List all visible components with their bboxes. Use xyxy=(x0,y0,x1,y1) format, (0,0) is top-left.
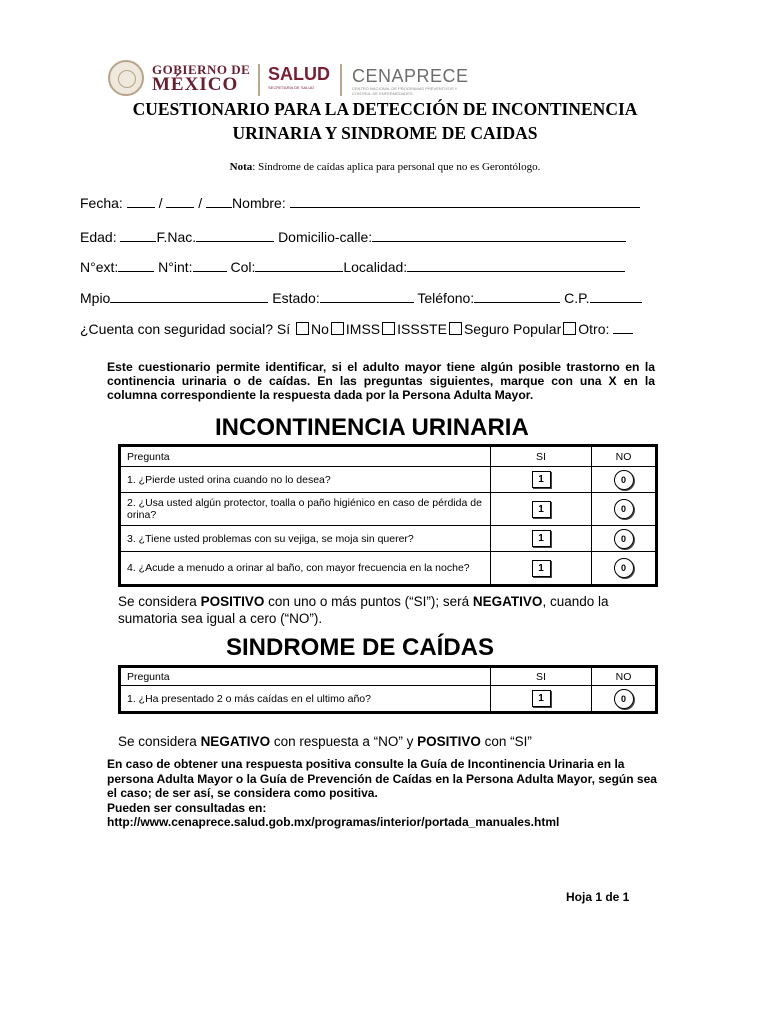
fnac-label: F.Nac. xyxy=(156,229,197,245)
no-score-circle[interactable]: 0 xyxy=(614,499,634,519)
table-header-row xyxy=(120,446,657,467)
mpio-field[interactable] xyxy=(110,289,268,303)
no-score-circle[interactable]: 0 xyxy=(614,558,634,578)
form-row-mpio xyxy=(80,289,642,306)
note-text: : Síndrome de caídas aplica para personal que no es Gerontólogo. xyxy=(252,161,541,173)
seguridad-question: ¿Cuenta con seguridad social? Sí xyxy=(80,321,291,337)
rule-text: con uno o más puntos (“SI”); será xyxy=(264,594,473,609)
caidas-rule xyxy=(118,733,663,750)
si-score-box[interactable]: 1 xyxy=(532,501,551,518)
rule-text: Se considera xyxy=(118,734,201,749)
form-row-fecha: Fecha: / / Nombre: xyxy=(80,194,640,211)
col-pregunta: Pregunta xyxy=(120,667,491,686)
document-title-line2: URINARIA Y SINDROME DE CAIDAS xyxy=(232,123,538,143)
form-row-numero xyxy=(80,258,625,275)
table-row xyxy=(120,467,657,493)
question-text: 4. ¿Acude a menudo a orinar al baño, con mayor frecuencia en la noche? xyxy=(120,552,491,586)
question-text: 1. ¿Ha presentado 2 o más caídas en el ultimo año? xyxy=(120,686,491,713)
no-label: No xyxy=(311,321,329,337)
note-label: Nota xyxy=(229,161,253,173)
incontinencia-rule xyxy=(118,593,663,627)
domicilio-label: Domicilio-calle: xyxy=(278,229,373,245)
rule-text: con “SI” xyxy=(480,734,532,749)
no-cell[interactable] xyxy=(592,467,657,493)
salud-logo: SALUD xyxy=(268,64,330,84)
nombre-field[interactable] xyxy=(290,194,640,208)
fnac-field[interactable] xyxy=(196,228,274,242)
fecha-year-field[interactable] xyxy=(206,194,232,208)
col-pregunta: Pregunta xyxy=(120,446,491,467)
question-text: 2. ¿Usa usted algún protector, toalla o paño higiénico en caso de pérdida de orina? xyxy=(120,493,491,526)
issste-label: ISSSTE xyxy=(397,321,447,337)
rule-positivo: POSITIVO xyxy=(417,734,481,749)
no-cell[interactable] xyxy=(592,686,657,713)
si-checkbox[interactable] xyxy=(296,322,309,335)
table-row xyxy=(120,686,657,713)
rule-text: Se considera xyxy=(118,594,201,609)
si-cell[interactable] xyxy=(491,467,592,493)
cenaprece-subtitle: CENTRO NACIONAL DE PROGRAMAS PREVENTIVOS Y CONTROL DE ENFERMEDADES xyxy=(352,86,458,96)
guide-url-link[interactable]: http://www.cenaprece.salud.gob.mx/programas/interior/portada_manuales.html xyxy=(107,815,560,829)
next-label: N°ext: xyxy=(80,259,119,275)
fecha-month-field[interactable] xyxy=(166,194,194,208)
rule-negativo: NEGATIVO xyxy=(200,734,271,749)
si-cell[interactable] xyxy=(491,552,592,586)
localidad-label: Localidad: xyxy=(343,259,408,275)
col-si: SI xyxy=(491,446,592,467)
si-score-box[interactable]: 1 xyxy=(532,471,551,488)
logo-divider xyxy=(340,64,342,96)
gobierno-line1: GOBIERNO DE xyxy=(152,62,251,77)
imss-checkbox[interactable] xyxy=(382,322,395,335)
gobierno-line2: MÉXICO xyxy=(152,74,239,95)
no-score-circle[interactable]: 0 xyxy=(614,529,634,549)
question-text: 3. ¿Tiene usted problemas con su vejiga, se moja sin querer? xyxy=(120,526,491,552)
seguro-popular-checkbox[interactable] xyxy=(563,322,576,335)
form-row-seguridad xyxy=(80,320,633,337)
col-field[interactable] xyxy=(255,258,343,272)
guide-paragraph xyxy=(107,757,667,830)
no-score-circle[interactable]: 0 xyxy=(614,470,634,490)
telefono-field[interactable] xyxy=(474,289,560,303)
si-score-box[interactable]: 1 xyxy=(532,690,551,707)
nint-label: N°int: xyxy=(158,259,193,275)
salud-subtitle: SECRETARÍA DE SALUD xyxy=(268,85,315,90)
table-row xyxy=(120,493,657,526)
nombre-label: Nombre: xyxy=(232,195,286,211)
guide-consult: Pueden ser consultadas en: xyxy=(107,800,267,815)
estado-label: Estado: xyxy=(272,290,320,306)
otro-label: Otro: xyxy=(578,321,610,337)
issste-checkbox[interactable] xyxy=(449,322,462,335)
si-score-box[interactable]: 1 xyxy=(532,560,551,577)
col-no: NO xyxy=(592,667,657,686)
no-checkbox[interactable] xyxy=(331,322,344,335)
localidad-field[interactable] xyxy=(407,258,625,272)
si-cell[interactable] xyxy=(491,526,592,552)
domicilio-field[interactable] xyxy=(372,228,626,242)
incontinencia-heading: INCONTINENCIA URINARIA xyxy=(215,414,529,441)
no-cell[interactable] xyxy=(592,526,657,552)
col-label: Col: xyxy=(230,259,256,275)
imss-label: IMSS xyxy=(345,321,381,337)
si-cell[interactable] xyxy=(491,493,592,526)
mexico-seal-logo xyxy=(108,60,144,96)
si-cell[interactable] xyxy=(491,686,592,713)
note xyxy=(90,161,680,173)
form-row-edad xyxy=(80,228,626,245)
cp-label: C.P. xyxy=(564,290,590,306)
logo-divider xyxy=(258,64,260,96)
caidas-table xyxy=(118,665,658,714)
caidas-heading: SINDROME DE CAÍDAS xyxy=(226,634,495,661)
telefono-label: Teléfono: xyxy=(417,290,475,306)
mpio-label: Mpio xyxy=(80,290,111,306)
table-header-row xyxy=(120,667,657,686)
fecha-day-field[interactable] xyxy=(127,194,155,208)
rule-text: , cuando la sumatoria sea igual a cero (“NO”). xyxy=(118,594,609,626)
rule-positivo: POSITIVO xyxy=(200,594,265,609)
rule-negativo: NEGATIVO xyxy=(472,594,543,609)
document-title-line1: CUESTIONARIO PARA LA DETECCIÓN DE INCONTINENCIA xyxy=(132,99,638,119)
page-number: Hoja 1 de 1 xyxy=(566,890,630,904)
table-row xyxy=(120,552,657,586)
table-row xyxy=(120,526,657,552)
guide-text: En caso de obtener una respuesta positiva consulte la Guía de Incontinencia Urinaria en la persona Adulta Mayor o la Guía de Prevención de Caídas en la Persona Adulta Mayor, según sea el caso; de ser así, se considera como positiva. xyxy=(107,757,657,800)
seguro-popular-label: Seguro Popular xyxy=(463,321,562,337)
col-no: NO xyxy=(592,446,657,467)
fecha-label: Fecha: xyxy=(80,195,123,211)
cenaprece-logo: CENAPRECE xyxy=(352,66,469,86)
rule-text: con respuesta a “NO” y xyxy=(270,734,418,749)
instructions-paragraph: Este cuestionario permite identificar, si el adulto mayor tiene algún posible trastorno en la continencia urinaria o de caídas. En las preguntas siguientes, marque con una X en la columna correspondiente la respuesta dada por la Persona Adulta Mayor. xyxy=(107,360,655,402)
no-score-circle[interactable]: 0 xyxy=(614,689,634,709)
si-score-box[interactable]: 1 xyxy=(532,530,551,547)
no-cell[interactable] xyxy=(592,493,657,526)
edad-field[interactable] xyxy=(120,228,156,242)
cp-field[interactable] xyxy=(590,289,642,303)
question-text: 1. ¿Pierde usted orina cuando no lo desea? xyxy=(120,467,491,493)
nint-field[interactable] xyxy=(193,258,227,272)
edad-label: Edad: xyxy=(80,229,117,245)
next-field[interactable] xyxy=(118,258,154,272)
incontinencia-table xyxy=(118,444,658,587)
otro-field[interactable] xyxy=(613,320,633,334)
col-si: SI xyxy=(491,667,592,686)
estado-field[interactable] xyxy=(320,289,414,303)
no-cell[interactable] xyxy=(592,552,657,586)
